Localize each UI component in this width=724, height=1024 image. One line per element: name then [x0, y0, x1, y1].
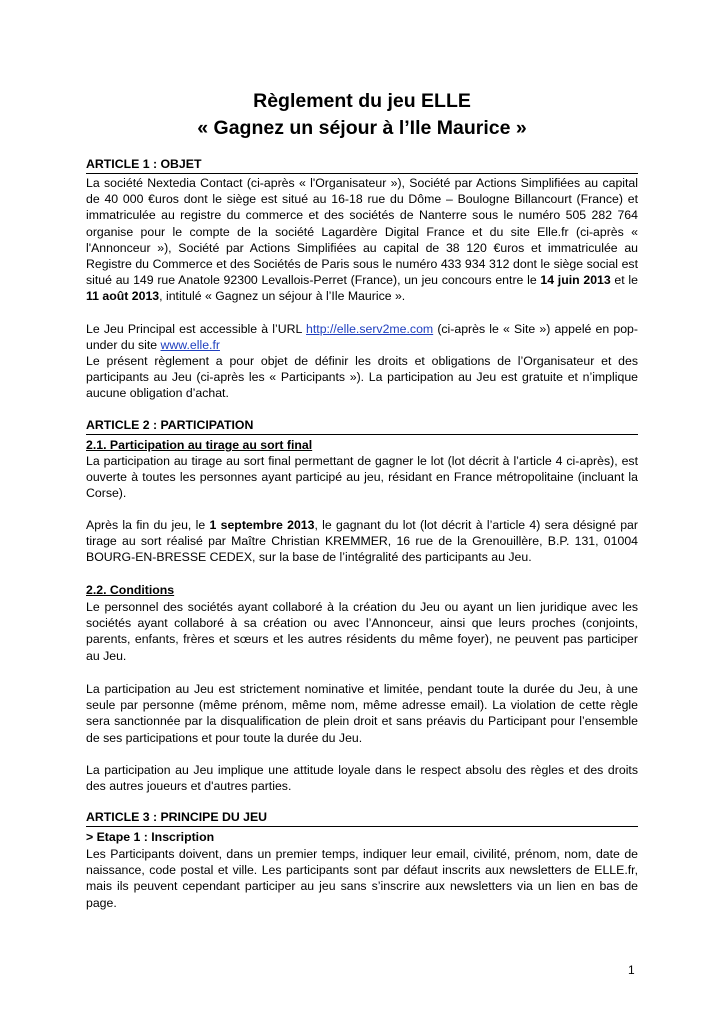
article3-heading: ARTICLE 3 : PRINCIPE DU JEU	[86, 810, 638, 827]
document-title: Règlement du jeu ELLE	[253, 90, 471, 112]
article2-paragraph-4: La participation au Jeu est strictement nominative et limitée, pendant toute la durée du Jeu, à une seule par personne (même prénom, même nom, même adresse email). La violation de cette règle sera sanctionnée par la disqualification de plein droit et sans préavis du Participant pour l’ensemble de ses participations et pour toute la durée du Jeu.	[86, 682, 638, 745]
article2-heading: ARTICLE 2 : PARTICIPATION	[86, 418, 638, 435]
date-end: 11 août 2013	[86, 289, 160, 304]
article2-sub2-heading: 2.2. Conditions	[86, 583, 175, 597]
article2-paragraph-5: La participation au Jeu implique une attitude loyale dans le respect absolu des règles et des droits des autres joueurs et d'autres parties.	[86, 763, 638, 794]
elle-url-link[interactable]: www.elle.fr	[160, 338, 220, 353]
article2-paragraph-2: Après la fin du jeu, le 1 septembre 2013, le gagnant du lot (lot décrit à l’article 4) sera désigné par tirage au sort réalisé par Maître Christian KREMMER, 16 rue de la Grenouillère, B.P. 131, 01004 BOURG-EN-BRESSE CEDEX, sur la base de l’intégralité des participants au Jeu.	[86, 518, 638, 565]
article2-paragraph-1: La participation au tirage au sort final permettant de gagner le lot (lot décrit à l’article 4 ci-après), est ouverte à toutes les personnes ayant participé au jeu, résidant en France métropolitaine (incluant la Corse).	[86, 454, 638, 501]
site-url-link[interactable]: http://elle.serv2me.com	[306, 322, 434, 336]
page-number: 1	[628, 963, 635, 977]
article2-paragraph-3: Le personnel des sociétés ayant collaboré à la création du Jeu ou ayant un lien juridique avec les sociétés ayant collaboré à sa création ou avec l’Annonceur, ainsi que leurs proches (conjoints, parents, enfants, frères et sœurs et les autres résidents du même foyer), ne peuvent pas participer au Jeu.	[86, 600, 638, 663]
date-start: 14 juin 2013	[540, 273, 611, 288]
article3-paragraph-1: Les Participants doivent, dans un premier temps, indiquer leur email, civilité, prénom, nom, date de naissance, code postal et ville. Les participants sont par défaut inscrits aux newsletters de ELLE.fr, mais ils peuvent cependant participer au jeu sans s’inscrire aux newsletters via un lien en bas de page.	[86, 847, 638, 910]
article1-heading: ARTICLE 1 : OBJET	[86, 157, 638, 174]
article3-step1-heading: > Etape 1 : Inscription	[86, 830, 215, 844]
draw-date: 1 septembre 2013	[209, 518, 315, 532]
article2-sub1-heading: 2.1. Participation au tirage au sort final	[86, 438, 313, 452]
article1-paragraph-1: La société Nextedia Contact (ci-après « l'Organisateur »), Société par Actions Simplifiées au capital de 40 000 €uros dont le siège est situé au 16-18 rue du Dôme – Boulogne Billancourt (France) et immatriculée au registre du commerce et des sociétés de Nanterre sous le numéro 505 282 764 organise pour le compte de la société Lagardère Digital France et du site Elle.fr (ci-après « l'Annonceur »), Société par Actions Simplifiées au capital de 38 120 €uros et immatriculée au Registre du Commerce et des Sociétés de Paris sous le numéro 433 934 312 dont le siège social est situé au 149 rue Anatole 92300 Levallois-Perret (France), un jeu concours entre le 14 juin 2013 et le 11 août 2013, intitulé « Gagnez un séjour à l’Ile Maurice ».	[86, 176, 638, 304]
article1-paragraph-3: Le présent règlement a pour objet de définir les droits et obligations de l’Organisateur et des participants au Jeu (ci-après les « Participants »). La participation au Jeu est gratuite et n’implique aucune obligation d’achat.	[86, 354, 638, 401]
document-subtitle: « Gagnez un séjour à l’Ile Maurice »	[197, 117, 527, 139]
article1-paragraph-2: Le Jeu Principal est accessible à l’URL http://elle.serv2me.com (ci-après le « Site ») appelé en pop-under du site www.elle.fr	[86, 322, 638, 353]
